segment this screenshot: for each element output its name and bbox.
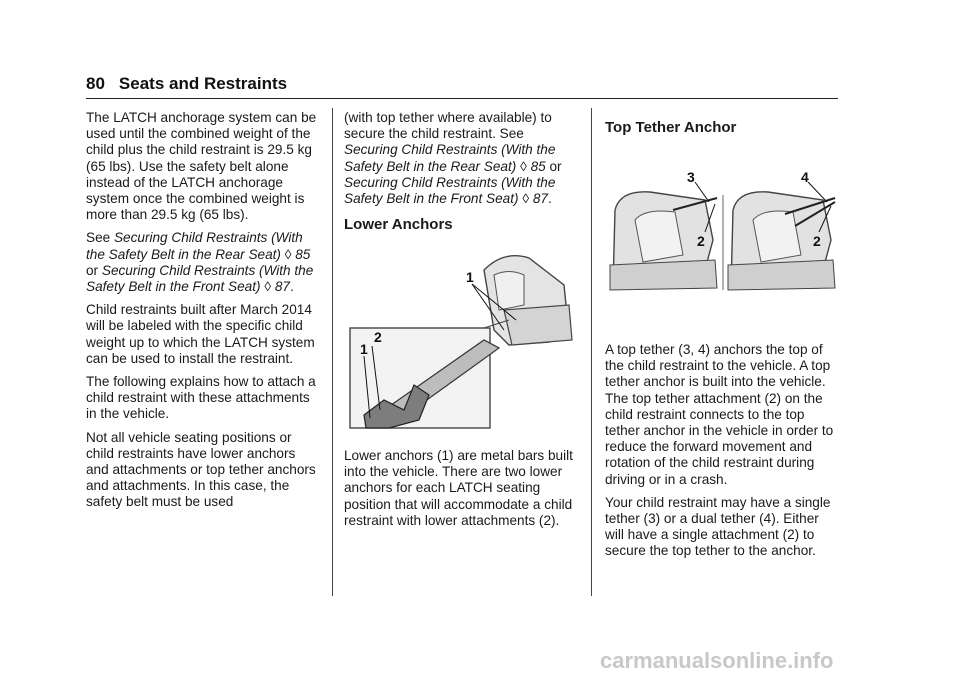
- heading-lower-anchors: Lower Anchors: [344, 216, 453, 234]
- section-title: Seats and Restraints: [118, 74, 288, 93]
- paragraph-labels: Child restraints built after March 2014 will be labeled with the specific child weight up to which the LATCH system can be used to install the restraint.: [86, 302, 315, 366]
- column-divider-right: [591, 108, 592, 596]
- figure-label: 1: [466, 269, 474, 285]
- page-ref-icon: ◊: [520, 158, 527, 174]
- figure-label: 3: [687, 170, 695, 185]
- column-right: [605, 110, 841, 136]
- page-ref-85[interactable]: 85: [295, 246, 311, 262]
- figure-label: 2: [697, 233, 705, 249]
- page-ref-87[interactable]: 87: [274, 279, 290, 295]
- page-ref-85[interactable]: 85: [530, 158, 546, 174]
- column-divider-left: [332, 108, 333, 596]
- figure-label: 4: [801, 170, 809, 185]
- page-ref-icon: ◊: [522, 191, 530, 207]
- link-rear-seat[interactable]: Securing Child Restraints (With the Safety Belt in the Rear Seat): [344, 142, 556, 174]
- paragraph-continued: (with top tether where available) to secure the child restraint. See Securing Child Restraints (With the Safety Belt in the Rear Seat) ◊ 85 or Securing Child Restraints (With the Safety Belt in the Front Seat) ◊ 87.: [344, 110, 562, 207]
- lower-anchors-text: [344, 448, 578, 536]
- paragraph-see-refs: See Securing Child Restraints (With the Safety Belt in the Rear Seat) ◊ 85 or Securing Child Restraints (With the Safety Belt in the Front Seat) ◊ 87.: [86, 230, 314, 295]
- figure-label: 2: [374, 329, 382, 345]
- page-ref-icon: ◊: [264, 279, 272, 295]
- lower-anchors-figure: [344, 250, 578, 440]
- figure-label: 2: [813, 233, 821, 249]
- header-rule: [86, 98, 838, 99]
- link-rear-seat[interactable]: Securing Child Restraints (With the Safety Belt in the Rear Seat): [86, 230, 303, 262]
- paragraph-top-tether: A top tether (3, 4) anchors the top of the child restraint to the vehicle. A top tether anchor is built into the vehicle. The top tether attachment (2) on the child restraint connects to the top tether anchor in the vehicle in order to reduce the forward movement and rotation of the child restraint during driving or in a crash.: [605, 342, 834, 487]
- page-ref-87[interactable]: 87: [532, 191, 548, 207]
- page-number: 80: [86, 74, 105, 93]
- watermark: carmanualsonline.info: [600, 648, 834, 673]
- paragraph-lower-anchors: Lower anchors (1) are metal bars built into the vehicle. There are two lower anchors for each LATCH seating position that will accommodate a child restraint with lower attachments (2).: [344, 448, 573, 528]
- heading-top-tether: Top Tether Anchor: [605, 119, 737, 136]
- link-front-seat[interactable]: Securing Child Restraints (With the Safety Belt in the Front Seat): [86, 262, 314, 295]
- figure-label: 1: [360, 341, 368, 357]
- top-tether-figure: [605, 170, 841, 300]
- paragraph-explains: The following explains how to attach a child restraint with these attachments in the vehicle.: [86, 374, 316, 422]
- column-middle: [344, 110, 578, 233]
- paragraph-not-all: Not all vehicle seating positions or child restraints have lower anchors and attachments or top tether anchors and attachments. In this case, the safety belt must be used: [86, 429, 316, 510]
- paragraph-latch-limit: The LATCH anchorage system can be used until the combined weight of the child plus the child restraint is 29.5 kg (65 lbs). Use the safety belt alone instead of the LATCH anchorage system once the combined weight is more than 29.5 kg (65 lbs).: [86, 110, 317, 223]
- page-ref-icon: ◊: [284, 246, 292, 262]
- top-tether-text: [605, 342, 841, 567]
- link-front-seat[interactable]: Securing Child Restraints (With the Safety Belt in the Front Seat): [344, 174, 556, 207]
- column-left: [86, 110, 320, 518]
- paragraph-single-dual: Your child restraint may have a single tether (3) or a dual tether (4). Either will have a single attachment (2) to secure the top tether to the anchor.: [605, 494, 831, 559]
- page-header: [86, 74, 838, 94]
